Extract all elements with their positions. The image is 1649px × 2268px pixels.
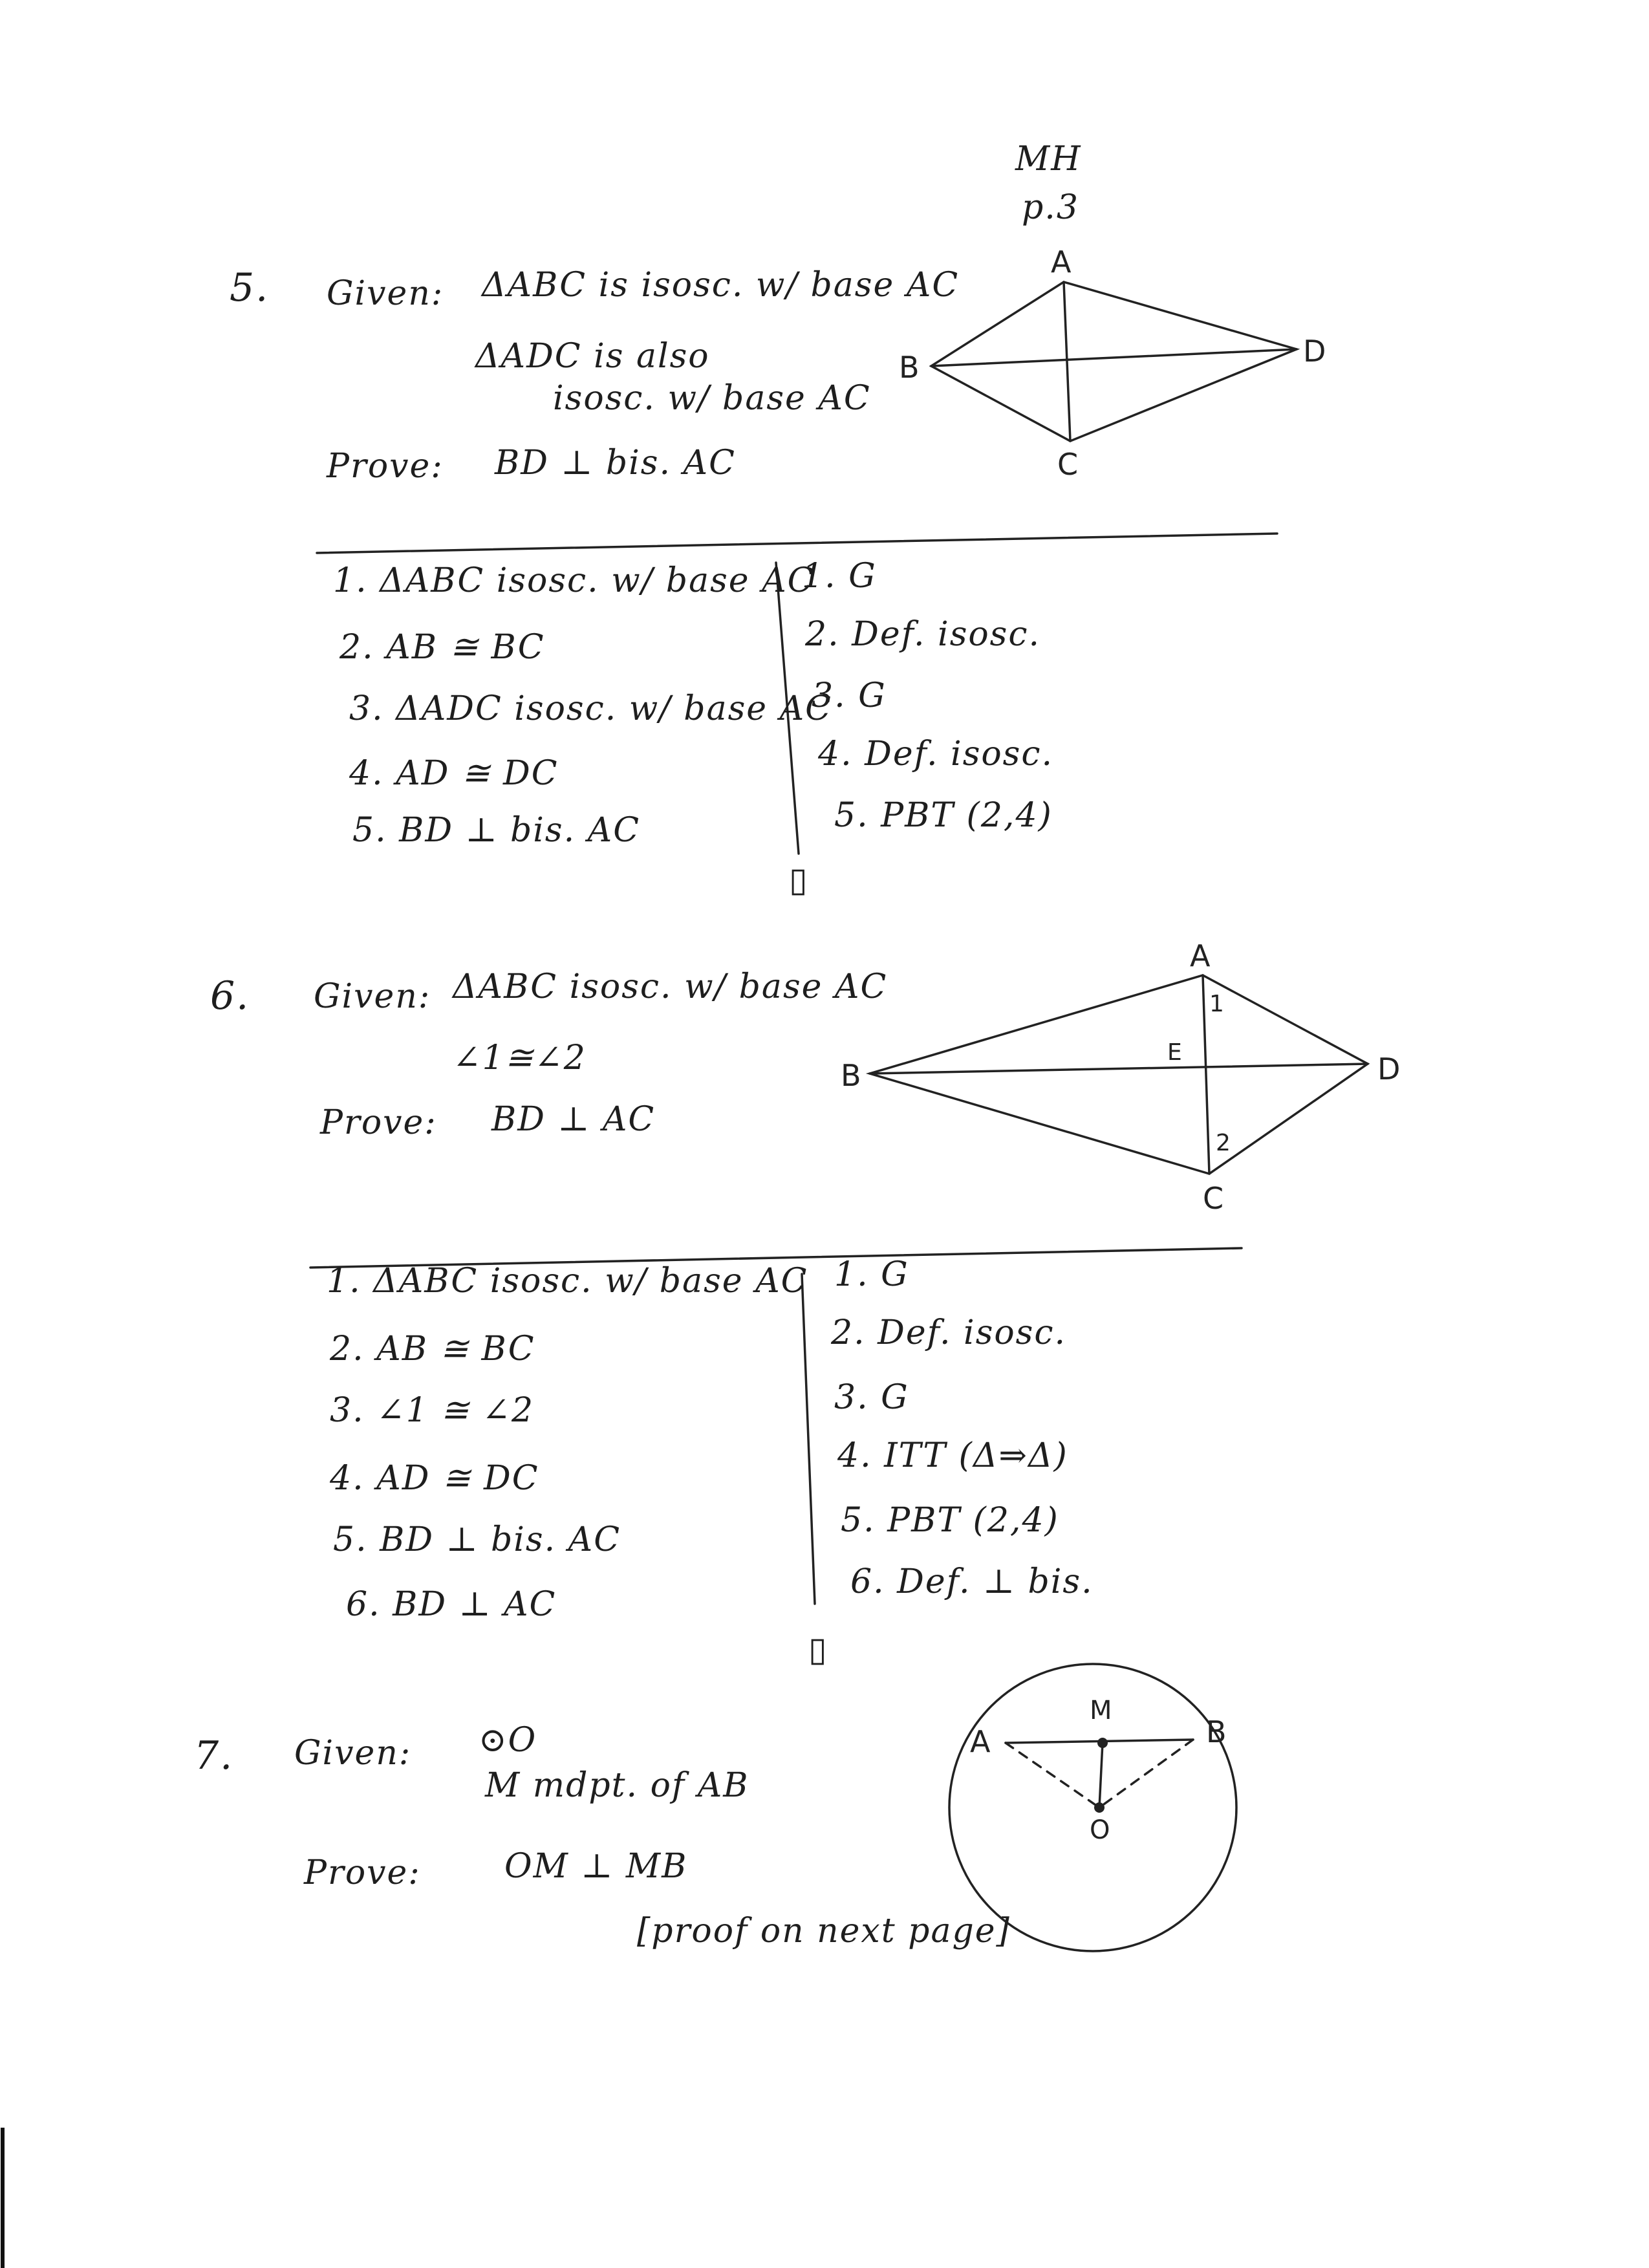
p5-reason-2: 2. Def. isosc. <box>805 615 1041 654</box>
problem-5-prove-statement: BD ⊥ bis. AC <box>495 444 736 482</box>
p5-statement-4: 4. AD ≅ DC <box>349 754 559 793</box>
figure-5-quadrilateral <box>931 282 1297 441</box>
p6-reason-3: 3. G <box>834 1378 909 1417</box>
fig6-angle-1: 1 <box>1209 991 1224 1017</box>
problem-7-number: 7. <box>194 1733 234 1778</box>
p6-statement-4: 4. AD ≅ DC <box>330 1459 539 1498</box>
p6-statement-5: 5. BD ⊥ bis. AC <box>333 1520 621 1559</box>
problem-7-given-label: Given: <box>294 1734 412 1773</box>
p5-reason-3: 3. G <box>812 676 887 715</box>
p6-reason-5: 5. PBT (2,4) <box>841 1501 1059 1540</box>
p6-reason-6: 6. Def. ⊥ bis. <box>850 1562 1094 1601</box>
fig7-label-O: O <box>1090 1815 1110 1845</box>
problem-5-given-label: Given: <box>327 274 444 313</box>
problem-7-prove-label: Prove: <box>304 1853 421 1892</box>
problem-6-given-line-1: ΔABC isosc. w/ base AC <box>453 967 888 1006</box>
problem-6-prove-statement: BD ⊥ AC <box>491 1100 656 1139</box>
p6-reason-4: 4. ITT (Δ⇒Δ) <box>837 1436 1068 1475</box>
fig7-label-M: M <box>1090 1696 1112 1725</box>
problem-7-prove-statement: OM ⊥ MB <box>504 1847 688 1886</box>
p6-reason-2: 2. Def. isosc. <box>831 1313 1067 1352</box>
column-divider-6 <box>802 1274 815 1604</box>
p5-reason-1: 1. G <box>802 557 877 596</box>
p6-statement-3: 3. ∠1 ≅ ∠2 <box>330 1391 535 1430</box>
fig5-label-C: C <box>1057 447 1079 482</box>
problem-6-given-line-2: ∠1≅∠2 <box>453 1039 587 1077</box>
fig6-label-B: B <box>841 1058 861 1093</box>
p5-end-mark: ▯ <box>789 861 809 900</box>
problem-6-prove-label: Prove: <box>320 1103 437 1142</box>
problem-5-prove-label: Prove: <box>327 447 444 486</box>
problem-7-given-line-1: ⊙O <box>479 1721 537 1760</box>
fig7-label-B: B <box>1206 1714 1227 1749</box>
problem-6-number: 6. <box>210 973 250 1019</box>
p6-end-mark: ▯ <box>808 1630 828 1669</box>
fig6-label-E: E <box>1167 1039 1182 1066</box>
fig6-label-D: D <box>1377 1052 1401 1086</box>
p5-reason-4: 4. Def. isosc. <box>818 735 1054 773</box>
p5-statement-2: 2. AB ≅ BC <box>339 628 545 667</box>
header-initials: MH <box>1015 140 1082 178</box>
p6-reason-1: 1. G <box>834 1255 909 1294</box>
p6-statement-2: 2. AB ≅ BC <box>330 1330 535 1368</box>
figure-6-quadrilateral <box>870 975 1368 1174</box>
fig5-label-B: B <box>899 350 920 385</box>
problem-7-given-line-2: M mdpt. of AB <box>485 1766 749 1805</box>
p6-statement-6: 6. BD ⊥ AC <box>346 1585 557 1624</box>
p5-statement-1: 1. ΔABC isosc. w/ base AC <box>333 561 815 600</box>
problem-7-note: [proof on next page] <box>637 1912 1011 1950</box>
problem-6-given-label: Given: <box>314 977 431 1016</box>
header-page-number: p.3 <box>1022 188 1079 227</box>
p5-reason-5: 5. PBT (2,4) <box>834 796 1053 835</box>
p6-statement-1: 1. ΔABC isosc. w/ base AC <box>327 1262 808 1301</box>
p5-statement-5: 5. BD ⊥ bis. AC <box>352 811 641 850</box>
fig5-label-D: D <box>1303 334 1326 369</box>
fig6-label-C: C <box>1203 1181 1224 1216</box>
fig5-label-A: A <box>1051 244 1072 279</box>
p5-statement-3: 3. ΔADC isosc. w/ base AC <box>349 689 832 728</box>
problem-5-given-line-1: ΔABC is isosc. w/ base AC <box>482 266 960 305</box>
fig6-label-A: A <box>1190 938 1211 973</box>
divider-5 <box>317 534 1277 553</box>
fig7-label-A: A <box>970 1724 991 1759</box>
fig6-angle-2: 2 <box>1216 1130 1231 1156</box>
problem-5-number: 5. <box>230 265 270 310</box>
problem-5-given-line-3: isosc. w/ base AC <box>553 379 871 418</box>
problem-5-given-line-2: ΔADC is also <box>475 337 710 376</box>
